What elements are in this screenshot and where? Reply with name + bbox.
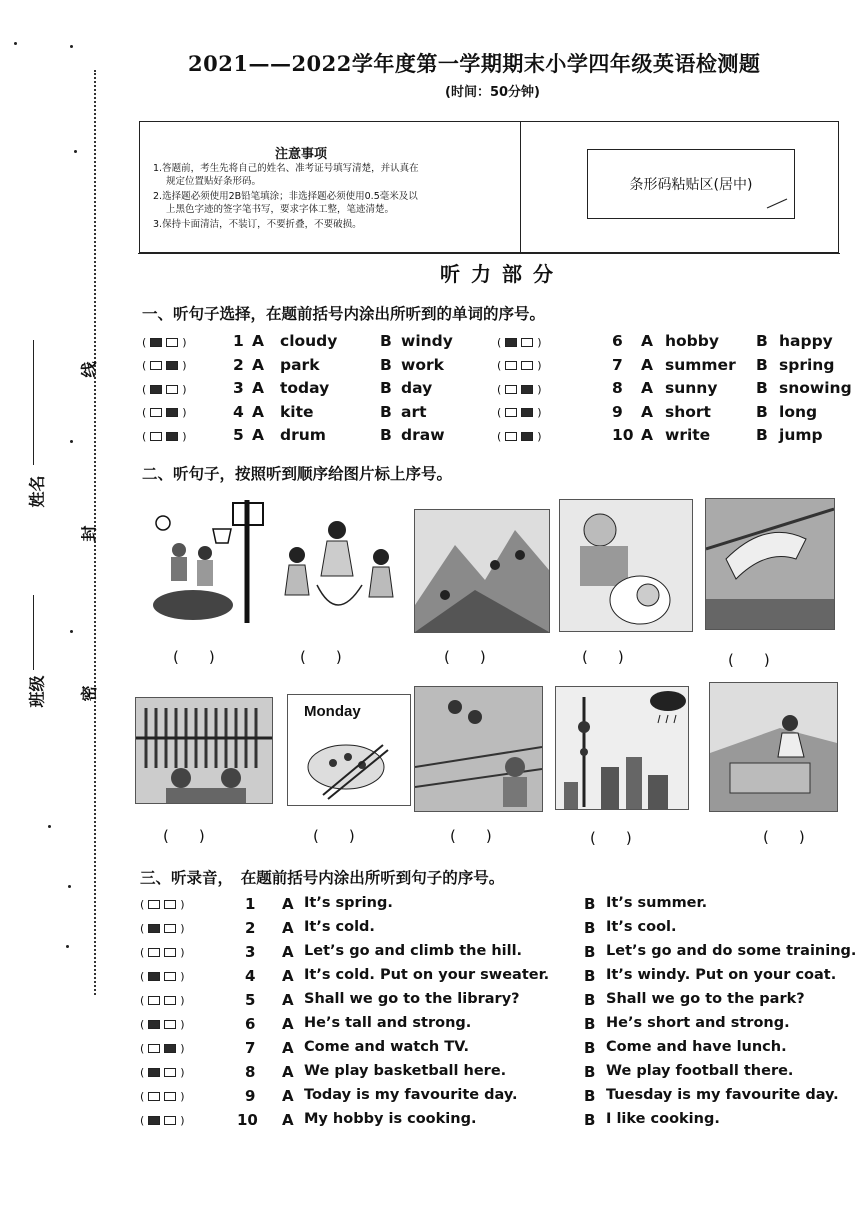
bubble-paren-close: ) <box>180 1065 185 1079</box>
bubble-paren-open: ( <box>140 1017 145 1031</box>
option-b-letter: B <box>380 426 392 445</box>
answer-bubbles[interactable] <box>140 896 185 912</box>
bubble-b[interactable] <box>164 900 176 909</box>
option-b-letter: B <box>756 332 768 350</box>
bubble-b[interactable] <box>166 408 178 417</box>
option-b-word: draw <box>401 426 445 445</box>
answer-paren[interactable]: ( ) <box>728 651 770 669</box>
barcode-area: 条形码粘贴区(居中) <box>587 149 795 219</box>
option-a-letter: A <box>252 355 264 374</box>
answer-paren[interactable]: ( ) <box>163 827 205 845</box>
name-blank <box>33 340 34 465</box>
answer-bubbles[interactable] <box>140 1040 185 1056</box>
question-number: 2 <box>233 355 244 374</box>
answer-paren[interactable]: ( ) <box>450 827 492 845</box>
bubble-a[interactable] <box>148 996 160 1005</box>
bubble-b[interactable] <box>521 338 533 347</box>
question-number: 10 <box>237 1111 258 1129</box>
answer-bubbles[interactable] <box>140 992 185 1008</box>
option-b-letter: B <box>584 1063 596 1081</box>
option-b-sentence: We play football there. <box>606 1063 794 1079</box>
class-label: 班级 <box>27 675 47 708</box>
option-a-letter: A <box>252 426 264 445</box>
bubble-b[interactable] <box>164 1068 176 1077</box>
bubble-b[interactable] <box>164 1116 176 1125</box>
question-number: 7 <box>245 1039 256 1057</box>
bubble-a[interactable] <box>505 385 517 394</box>
option-a-letter: A <box>252 332 264 350</box>
answer-paren[interactable]: ( ) <box>444 648 486 666</box>
option-b-word: happy <box>779 332 833 350</box>
option-b-word: windy <box>401 332 453 350</box>
answer-bubbles[interactable] <box>142 428 187 444</box>
bubble-b[interactable] <box>166 432 178 441</box>
option-a-letter: A <box>641 355 653 374</box>
option-b-letter: B <box>584 1015 596 1033</box>
bubble-paren-open: ( <box>497 382 502 396</box>
speck <box>74 150 77 153</box>
option-b-word: day <box>401 379 433 398</box>
bubble-a[interactable] <box>148 948 160 957</box>
option-b-sentence: It’s summer. <box>606 895 708 911</box>
bubble-a[interactable] <box>505 361 517 370</box>
bubble-b[interactable] <box>164 1044 176 1053</box>
question-number: 8 <box>245 1063 256 1081</box>
bubble-paren-close: ) <box>182 335 187 349</box>
section1-heading: 一、听句子选择，在题前括号内涂出所听到的单词的序号。 <box>142 305 546 323</box>
question-number: 6 <box>612 332 623 350</box>
option-b-sentence: Tuesday is my favourite day. <box>606 1087 839 1103</box>
section3-heading: 三、听录音， 在题前括号内涂出所听到句子的序号。 <box>140 869 505 887</box>
option-a-sentence: We play basketball here. <box>304 1063 507 1079</box>
question-number: 9 <box>612 402 623 421</box>
bubble-b[interactable] <box>164 996 176 1005</box>
option-b-letter: B <box>584 1111 596 1129</box>
bubble-paren-close: ) <box>180 921 185 935</box>
option-a-sentence: Let’s go and climb the hill. <box>304 943 523 959</box>
question-number: 4 <box>233 402 244 421</box>
bubble-paren-close: ) <box>180 993 185 1007</box>
option-b-letter: B <box>380 379 392 398</box>
seal-char-mi: 密 <box>79 685 99 702</box>
option-a-letter: A <box>282 967 294 985</box>
question-number: 4 <box>245 967 256 985</box>
picture-rainy-city <box>555 686 689 810</box>
answer-bubbles[interactable] <box>140 920 185 936</box>
bubble-paren-close: ) <box>537 359 542 373</box>
option-a-word: kite <box>280 402 314 421</box>
option-a-letter: A <box>282 991 294 1009</box>
bubble-paren-close: ) <box>537 335 542 349</box>
bubble-paren-close: ) <box>537 406 542 420</box>
picture-library <box>135 697 273 804</box>
notice-line: 2.选择题必须使用2B铅笔填涂；非选择题必须使用0.5毫米及以 <box>153 191 418 202</box>
option-a-sentence: Come and watch TV. <box>304 1039 469 1055</box>
option-a-letter: A <box>641 426 653 445</box>
bubble-paren-open: ( <box>140 1089 145 1103</box>
option-b-letter: B <box>584 943 596 961</box>
bubble-paren-open: ( <box>142 406 147 420</box>
option-a-sentence: It’s cold. <box>304 919 375 935</box>
name-label: 姓名 <box>27 475 47 508</box>
bubble-b[interactable] <box>521 408 533 417</box>
bubble-paren-close: ) <box>537 382 542 396</box>
option-b-letter: B <box>756 379 768 398</box>
bubble-b[interactable] <box>521 385 533 394</box>
bubble-paren-close: ) <box>537 429 542 443</box>
question-number: 7 <box>612 355 623 374</box>
bubble-paren-open: ( <box>142 359 147 373</box>
monday-label: Monday <box>304 703 361 720</box>
option-a-sentence: My hobby is cooking. <box>304 1111 477 1127</box>
picture-running-race <box>414 686 543 812</box>
answer-bubbles[interactable] <box>140 944 185 960</box>
picture-long-jump <box>709 682 838 812</box>
bubble-paren-open: ( <box>142 382 147 396</box>
listening-part-title: 听力部分 <box>440 262 564 286</box>
notice-line: 1.答题前，考生先将自己的姓名、准考证号填写清楚，并认真在 <box>153 163 419 174</box>
answer-bubbles[interactable] <box>142 381 187 397</box>
option-b-sentence: He’s short and strong. <box>606 1015 790 1031</box>
bubble-paren-close: ) <box>180 1113 185 1127</box>
answer-bubbles[interactable] <box>142 405 187 421</box>
exam-title: 2021——2022学年度第一学期期末小学四年级英语检测题 <box>188 51 761 76</box>
bubble-paren-close: ) <box>182 406 187 420</box>
bubble-paren-open: ( <box>140 897 145 911</box>
option-a-letter: A <box>252 379 264 398</box>
option-a-word: summer <box>665 355 736 374</box>
bubble-b[interactable] <box>521 361 533 370</box>
option-b-letter: B <box>584 919 596 937</box>
option-a-word: cloudy <box>280 332 338 350</box>
bubble-paren-close: ) <box>180 1017 185 1031</box>
speck <box>14 42 17 45</box>
bubble-paren-close: ) <box>180 945 185 959</box>
question-number: 5 <box>233 426 244 445</box>
seal-char-feng: 封 <box>79 525 99 542</box>
option-b-letter: B <box>756 426 768 445</box>
option-a-letter: A <box>282 919 294 937</box>
answer-bubbles[interactable] <box>497 381 542 397</box>
answer-bubbles[interactable] <box>140 1064 185 1080</box>
option-a-letter: A <box>282 1039 294 1057</box>
option-a-word: sunny <box>665 379 718 398</box>
bubble-a[interactable] <box>148 1068 160 1077</box>
picture-basketball <box>143 495 266 628</box>
bubble-a[interactable] <box>505 408 517 417</box>
answer-paren[interactable]: ( ) <box>313 827 355 845</box>
option-b-letter: B <box>584 991 596 1009</box>
option-a-word: write <box>665 426 711 445</box>
bubble-b[interactable] <box>166 338 178 347</box>
bubble-paren-close: ) <box>180 1041 185 1055</box>
bubble-b[interactable] <box>164 1020 176 1029</box>
option-b-letter: B <box>380 355 392 374</box>
question-number: 10 <box>612 426 634 445</box>
top-rule <box>138 253 840 254</box>
answer-paren[interactable]: ( ) <box>300 648 342 666</box>
bubble-a[interactable] <box>148 972 160 981</box>
option-b-sentence: Let’s go and do some training. <box>606 943 857 959</box>
bubble-paren-close: ) <box>182 359 187 373</box>
bubble-a[interactable] <box>148 900 160 909</box>
bubble-paren-open: ( <box>140 1065 145 1079</box>
answer-bubbles[interactable] <box>142 334 187 350</box>
bubble-paren-close: ) <box>182 382 187 396</box>
pen-mark <box>765 196 791 210</box>
picture-monday-painting <box>287 694 411 806</box>
bubble-paren-open: ( <box>140 969 145 983</box>
bubble-a[interactable] <box>150 432 162 441</box>
bubble-a[interactable] <box>150 361 162 370</box>
seal-char-xian: 线 <box>79 361 99 378</box>
option-a-word: short <box>665 402 711 421</box>
option-b-word: jump <box>779 426 823 445</box>
question-number: 5 <box>245 991 256 1009</box>
option-b-letter: B <box>584 967 596 985</box>
option-b-sentence: Shall we go to the park? <box>606 991 805 1007</box>
question-number: 9 <box>245 1087 256 1105</box>
answer-bubbles[interactable] <box>140 1088 185 1104</box>
speck <box>48 825 51 828</box>
notice-line: 规定位置贴好条形码。 <box>166 176 262 187</box>
bubble-b[interactable] <box>166 361 178 370</box>
bubble-a[interactable] <box>505 338 517 347</box>
option-b-letter: B <box>584 1039 596 1057</box>
question-number: 3 <box>233 379 244 398</box>
option-a-letter: A <box>641 379 653 398</box>
picture-hill-climbing <box>414 509 550 633</box>
speck <box>66 945 69 948</box>
bubble-a[interactable] <box>148 1116 160 1125</box>
option-b-word: long <box>779 402 818 421</box>
answer-bubbles[interactable] <box>142 358 187 374</box>
option-a-word: drum <box>280 426 326 445</box>
notice-line: 3.保持卡面清洁，不装订，不要折叠，不要破损。 <box>153 219 362 230</box>
answer-bubbles[interactable] <box>497 405 542 421</box>
question-number: 8 <box>612 379 623 398</box>
speck <box>68 885 71 888</box>
option-a-word: park <box>280 355 320 374</box>
answer-bubbles[interactable] <box>140 1112 185 1128</box>
notice-line: 上黑色字迹的签字笔书写，要求字体工整，笔迹清楚。 <box>166 204 395 215</box>
bubble-a[interactable] <box>148 1044 160 1053</box>
option-a-sentence: It’s cold. Put on your sweater. <box>304 967 550 983</box>
option-b-letter: B <box>380 332 392 350</box>
option-a-letter: A <box>252 402 264 421</box>
exam-time: (时间：50分钟) <box>445 85 540 100</box>
notice-divider <box>520 121 521 253</box>
bubble-b[interactable] <box>166 385 178 394</box>
answer-bubbles[interactable] <box>140 968 185 984</box>
option-a-letter: A <box>282 1015 294 1033</box>
option-b-sentence: It’s cool. <box>606 919 677 935</box>
option-b-word: snowing <box>779 379 852 398</box>
question-number: 6 <box>245 1015 256 1033</box>
option-b-sentence: It’s windy. Put on your coat. <box>606 967 837 983</box>
option-a-letter: A <box>641 402 653 421</box>
bubble-paren-open: ( <box>140 921 145 935</box>
question-number: 1 <box>245 895 256 913</box>
option-b-word: spring <box>779 355 835 374</box>
bubble-a[interactable] <box>148 1092 160 1101</box>
picture-phone-call <box>559 499 693 632</box>
option-a-sentence: It’s spring. <box>304 895 393 911</box>
section2-heading: 二、听句子，按照听到顺序给图片标上序号。 <box>142 465 453 483</box>
option-b-letter: B <box>756 402 768 421</box>
option-b-sentence: Come and have lunch. <box>606 1039 787 1055</box>
option-a-sentence: Shall we go to the library? <box>304 991 520 1007</box>
answer-bubbles[interactable] <box>497 334 542 350</box>
notice-heading: 注意事项 <box>275 147 328 162</box>
option-b-letter: B <box>380 402 392 421</box>
bubble-paren-open: ( <box>140 1041 145 1055</box>
speck <box>70 440 73 443</box>
answer-paren[interactable]: ( ) <box>590 829 632 847</box>
bubble-b[interactable] <box>164 924 176 933</box>
bubble-paren-open: ( <box>142 335 147 349</box>
bubble-paren-open: ( <box>142 429 147 443</box>
bubble-paren-open: ( <box>497 429 502 443</box>
picture-high-jump <box>705 498 835 630</box>
option-b-word: work <box>401 355 444 374</box>
bubble-a[interactable] <box>150 385 162 394</box>
bubble-paren-close: ) <box>180 897 185 911</box>
bubble-paren-open: ( <box>497 335 502 349</box>
option-a-letter: A <box>282 1087 294 1105</box>
option-a-sentence: He’s tall and strong. <box>304 1015 472 1031</box>
bubble-paren-open: ( <box>140 945 145 959</box>
answer-bubbles[interactable] <box>497 428 542 444</box>
answer-paren[interactable]: ( ) <box>582 648 624 666</box>
answer-paren[interactable]: ( ) <box>763 828 805 846</box>
option-a-letter: A <box>282 1111 294 1129</box>
bubble-paren-close: ) <box>182 429 187 443</box>
bubble-a[interactable] <box>148 924 160 933</box>
bubble-b[interactable] <box>164 972 176 981</box>
bubble-a[interactable] <box>148 1020 160 1029</box>
option-a-letter: A <box>282 895 294 913</box>
option-a-letter: A <box>641 332 653 350</box>
option-b-word: art <box>401 402 427 421</box>
speck <box>70 45 73 48</box>
bubble-b[interactable] <box>164 948 176 957</box>
bubble-paren-open: ( <box>497 359 502 373</box>
option-a-word: today <box>280 379 330 398</box>
bubble-paren-open: ( <box>140 1113 145 1127</box>
option-b-letter: B <box>584 1087 596 1105</box>
option-b-letter: B <box>584 895 596 913</box>
question-number: 3 <box>245 943 256 961</box>
option-b-letter: B <box>756 355 768 374</box>
bubble-paren-close: ) <box>180 1089 185 1103</box>
speck <box>70 630 73 633</box>
bubble-paren-open: ( <box>497 406 502 420</box>
option-b-sentence: I like cooking. <box>606 1111 720 1127</box>
picture-skipping <box>277 515 402 625</box>
bubble-a[interactable] <box>150 408 162 417</box>
class-blank <box>33 595 34 670</box>
answer-bubbles[interactable] <box>497 358 542 374</box>
option-a-word: hobby <box>665 332 719 350</box>
bubble-b[interactable] <box>164 1092 176 1101</box>
bubble-a[interactable] <box>150 338 162 347</box>
bubble-b[interactable] <box>521 432 533 441</box>
bubble-paren-close: ) <box>180 969 185 983</box>
answer-paren[interactable]: ( ) <box>173 648 215 666</box>
bubble-a[interactable] <box>505 432 517 441</box>
question-number: 2 <box>245 919 256 937</box>
bubble-paren-open: ( <box>140 993 145 1007</box>
option-a-letter: A <box>282 943 294 961</box>
option-a-sentence: Today is my favourite day. <box>304 1087 518 1103</box>
option-a-letter: A <box>282 1063 294 1081</box>
answer-bubbles[interactable] <box>140 1016 185 1032</box>
question-number: 1 <box>233 332 244 350</box>
